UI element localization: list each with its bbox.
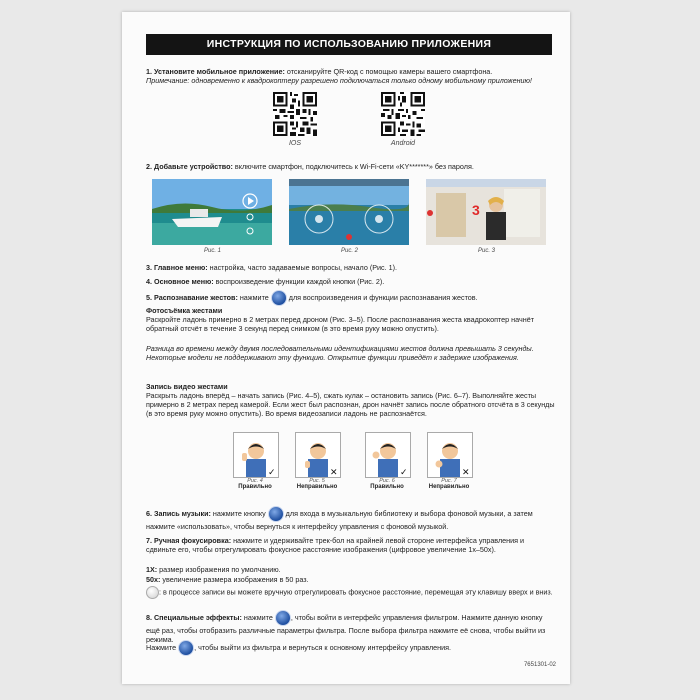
step-1: 1. Установите мобильное приложение: отсканируйте QR-код с помощью камеры вашего смартфона. [146, 67, 493, 76]
figure-1-caption: Рис. 1 [204, 248, 222, 254]
trackball-icon[interactable] [146, 586, 159, 599]
gesture-4-caption: Рис. 4 Правильно [238, 478, 272, 490]
gesture-figure-4 [233, 432, 279, 478]
gesture-figure-5 [295, 432, 341, 478]
qr-code-android[interactable] [381, 92, 425, 136]
music-icon[interactable] [268, 506, 284, 522]
instruction-sheet [122, 12, 570, 684]
gesture-figure-7 [427, 432, 473, 478]
cross-mark-icon: ✕ [462, 468, 470, 477]
step-5: 5. Распознавание жестов: нажмите для воспроизведения и функции распознавания жестов. [146, 290, 556, 306]
filter-exit-note: Нажмите , чтобы выйти из фильтра и вернуться к основному интерфейсу управления. [146, 640, 556, 656]
step-4: 4. Основное меню: воспроизведение функции каждой кнопки (Рис. 2). [146, 277, 385, 286]
photo-gesture-text: Раскройте ладонь примерно в 2 метрах перед дроном (Рис. 3–5). После распознавания жеста квадрокоптер начнёт обратный отсчёт в течение 3 секунд перед снимком (в это время руку можно опустить). [146, 315, 534, 334]
trackball-note: : в процессе записи вы можете вручную отрегулировать фокусное расстояние, перемещая эту клавишу вверх и вниз. [146, 586, 556, 599]
filter-icon[interactable] [275, 610, 291, 626]
document-code: 7651301-02 [523, 662, 556, 668]
gesture-6-caption: Рис. 6 Правильно [370, 478, 404, 490]
photo-gesture-title: Фотосъёмка жестами [146, 306, 223, 315]
step-3: 3. Главное меню: настройка, часто задаваемые вопросы, начало (Рис. 1). [146, 263, 397, 272]
figure-3-caption: Рис. 3 [478, 248, 496, 254]
step-8: 8. Специальные эффекты: нажмите , чтобы войти в интерфейс управления фильтром. Нажмите данную кнопку ещё раз, чтобы отобразить различные параметры фильтра. После выбора фильтра нажмите её снова, чтобы выйти из режима. [146, 610, 556, 644]
exit-filter-icon[interactable] [178, 640, 194, 656]
page-title: ИНСТРУКЦИЯ ПО ИСПОЛЬЗОВАНИЮ ПРИЛОЖЕНИЯ [146, 34, 552, 55]
qr-caption-android: Android [390, 140, 416, 147]
zoom-50x: 50х: увеличение размера изображения в 50 раз. [146, 575, 309, 584]
screenshot-main-menu [152, 179, 272, 245]
qr-caption-ios: IOS [288, 140, 302, 147]
step-7: 7. Ручная фокусировка: нажмите и удерживайте трек-бол на крайней левой стороне интерфейса управления и сдвиньте его, чтобы отрегулировать фокусное расстояние изображения (цифровое увеличение 1х–50х). [146, 536, 525, 555]
video-gesture-text: Раскрыть ладонь вперёд – начать запись (Рис. 4–5), сжать кулак – остановить запись (Рис. 6–7). Выполняйте жесты примерно в 2 метрах перед камерой. Если жест был распознан, дрон начнёт запись после обратного отсчёта в 3 секунды (в это время руку можно опустить). Во время видеозаписи ладонь не распознаётся. [146, 391, 555, 419]
gesture-5-caption: Рис. 5 Неправильно [296, 478, 338, 490]
figure-2-caption: Рис. 2 [341, 248, 359, 254]
step-6: 6. Запись музыки: нажмите кнопку для входа в музыкальную библиотеку и выбора фоновой музыки, а затем нажмите «использовать», чтобы вернуться к интерфейсу управления с фоновой музыкой. [146, 506, 556, 531]
check-mark-icon: ✓ [268, 468, 276, 477]
gesture-7-caption: Рис. 7 Неправильно [428, 478, 470, 490]
gesture-figure-6 [365, 432, 411, 478]
qr-code-ios[interactable] [273, 92, 317, 136]
cross-mark-icon: ✕ [330, 468, 338, 477]
step-1-note: Примечание: одновременно к квадрокоптеру разрешено подключаться только одному мобильному приложению! [146, 76, 532, 85]
svg-text:3: 3 [472, 202, 480, 218]
step-2: 2. Добавьте устройство: включите смартфон, подключитесь к Wi-Fi-сети «KY*******» без пароля. [146, 162, 474, 171]
zoom-1x: 1X: размер изображения по умолчанию. [146, 565, 281, 574]
check-mark-icon: ✓ [400, 468, 408, 477]
screenshot-control-screen [289, 179, 409, 245]
gesture-icon[interactable] [271, 290, 287, 306]
photo-gesture-note: Разница во времени между двумя последовательными идентификациями жестов должна превышать 3 секунды. Некоторые модели не поддерживают эту функцию. Открытие функции приведёт к задержке изображения. [146, 344, 534, 363]
screenshot-gesture-screen [426, 179, 546, 245]
video-gesture-title: Запись видео жестами [146, 382, 228, 391]
